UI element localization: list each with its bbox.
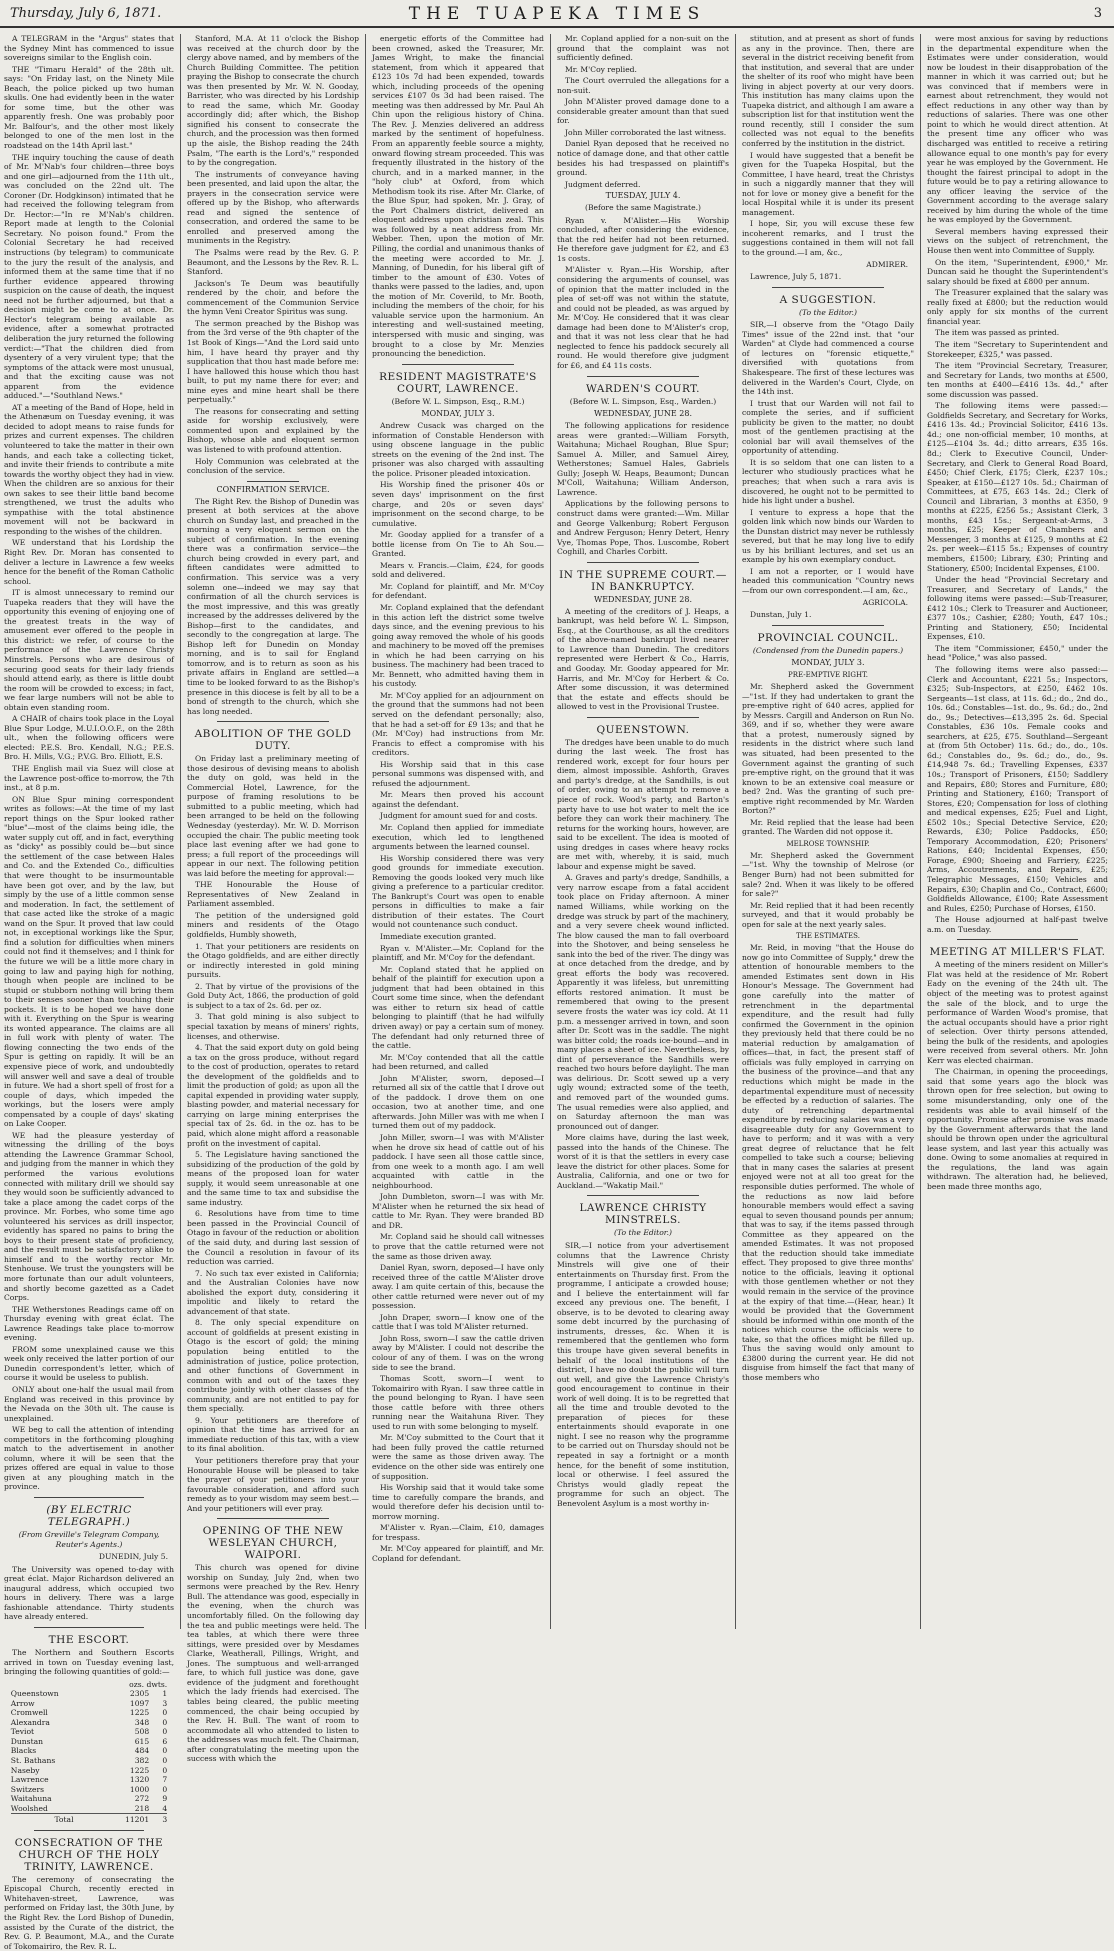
escort-ozs: 1320 — [129, 1775, 150, 1785]
issue-date: Thursday, July 6, 1871. — [10, 6, 162, 21]
table-row — [11, 1756, 167, 1766]
table-row — [11, 1737, 167, 1747]
table-row — [11, 1804, 167, 1814]
paragraph: A. Graves and party's dredge, Sandhills, a very narrow escape from a fatal accident took place on Friday afternoon. A miner named Williams, while working on the dredge was struck by part of the machinery, and a very severe cheek wound inflicted. The blow caused the man to fall overboard into the Shotover, and being senseless he sank into the bed of the river. The dingy was at once detached from the dredge, and by great efforts the body was recovered. Apparently it was lifeless, but unremitting efforts restored animation. It must be remembered that owing to the present severe frosts the water was icy cold. At 11 p.m. a messenger arrived in town, and soon after Dr. Scott was in the saddle. The night was bitter cold; the roads ice-bound—and in many places a sheet of ice. Nevertheless, by dint of perseverance the Sandhills were reached two hours before daylight. The man was delirious. Dr. Scott sewed up a very ugly wound; extracted some of the teeth, and removed part of the wounded gums. The usual remedies were also applied, and on Saturday afternoon the man was pronounced out of danger. — [557, 873, 729, 1131]
paragraph: M'Alister v. Ryan.—His Worship, after considering the arguments of counsel, was of opinion that the matter included in the plea of set-off was not within the statute, and could not be pleaded, as was argued by Mr. M'Coy. He considered that it was clear damage had been done to M'Alister's crop, and that it was not less clear that he had neglected to fence his paddock securely all round. He would therefore give judgment for £6, and £4 11s costs. — [557, 265, 729, 370]
escort-ozs: 615 — [134, 1736, 150, 1746]
court-date: WEDNESDAY, JUNE 28. — [593, 594, 693, 604]
column-divider — [180, 34, 181, 1629]
section-subheading: (Condensed from the Dunedin papers.) — [752, 645, 904, 655]
paragraph: 1. That your petitioners are residents on the Otago goldfields, and are either directly or indirectly interested in gold mining pursuits. — [187, 941, 359, 980]
paragraph: Daniel Ryan deposed that he received no notice of damage done, and that other cattle besides his had trespassed on plaintiff's ground. — [557, 139, 729, 178]
paragraph: Mr. Reid replied that it had been recently surveyed, and that it would probably be open for sale at the next yearly sales. — [742, 900, 914, 929]
paragraph: energetic efforts of the Committee had been crowned, asked the Treasurer, Mr. James Wright, to make the financial statement, from which it appeared that £123 10s 7d had been expended, towards which, including proceeds of the opening services £107 0s 3d had been raised. The meeting was then addressed by Mr. Paul Ah Chin upon the religious history of China. The Rev. J. Menzies delivered an address marked by the sentiment of hopefulness. From an apparently feeble source a mighty, onward flowing stream proceeded. This was frequently illustrated in the history of the church, and in a marked manner, in the "holy club" at Oxford, from which Methodism took its rise. After Mr. Clarke, of the Blue Spur, had spoken, Mr. J. Gray, of the Port Chalmers district, delivered an eloquent address upon christian zeal. This was followed by a neat address from Mr. Webber. Then, upon the motion of Mr. Pilling, the cordial and unanimous thanks of the meeting were accorded to Mr. J. Manning, of Dunedin, for his liberal gift of timber to the amount of £30. Votes of thanks were passed to the ladies, and, upon the motion of Mr. Coverild, to Mr. Booth, including the members of the choir, for his valuable service upon the harmonium. An interesting and well-sustained meeting, interspersed with music and singing, was brought to a close by Mr. Menzies pronouncing the benediction. — [372, 34, 544, 359]
paragraph: THE Wetherstones Readings came off on Thursday evening with great éclat. The Lawrence Readings take place to-morrow evening. — [4, 1304, 174, 1343]
paragraph: A TELEGRAM in the "Argus" states that the Sydney Mint has commenced to issue sovereigns similar to the English coin. — [4, 34, 174, 63]
paragraph: The ceremony of consecrating the Episcopal Church, recently erected in Whitehaven-street, Lawrence, was performed on Friday last, the 30th June, by the Right Rev. the Lord Bishop of Dunedin, assisted by the Curate of the district, the Rev. G. P. Beaumont, M.A., and the Curate of Tokomairiro, the Rev. R. L. — [4, 1874, 174, 1951]
topic-heading: PRE-EMPTIVE RIGHT. — [788, 671, 868, 680]
paragraph: Mr. M'Coy applied for an adjournment on the ground that the summons had not been served on the defendant personally; also, that he had a set-off for £9 13s; and that he (Mr. M'Coy) had instructions from Mr. Francis to effect a compromise with his creditors. — [372, 690, 544, 758]
paragraph: THE inquiry touching the cause of death of Mr. M'Nab's four children—three boys and one girl—adjourned from the 11th ult., was concluded on the 22nd ult. The Coroner (Dr. Hodgkinson) intimated that he had received the following telegram from Dr. Hector:—"In re M'Nab's children. Report made at length to the Colonial Secretary. No poison found." From the Colonial Secretary he had received instructions (by telegram) to communicate to the jury the result of the analysis, and informed them at the same time that if no further evidence appeared throwing suspicion on the cause of death, the inquest need not be further adjourned, but that a decision might be come to at once. Dr. Hector's telegram being available as evidence, after a somewhat protracted deliberation the jury returned the following verdict:—"That the children died from dysentery of a very virulent type; that the symptoms of the attack were most unusual, and that the exciting cause was not apparent from the evidence adduced."—"Southland News." — [4, 152, 174, 401]
dateline: Dunstan, July 1. — [750, 610, 812, 620]
escort-dwts: 9 — [162, 1794, 168, 1804]
escort-place: St. Bathans — [10, 1755, 56, 1765]
paragraph: Mr. Shepherd asked the Government—"1st. Why the township of Melrose (or Benger Burn) had not been submitted for sale? 2nd. When it was likely to be offered for sale?" — [742, 850, 914, 899]
column-units: ozs. dwts. — [129, 1679, 168, 1689]
paragraph: M'Alister v. Ryan.—Claim, £10, damages for trespass. — [372, 1523, 544, 1542]
paragraph: The sermon preached by the Bishop was from the 3rd verse of the 9th chapter of the 1st Book of Kings—"And the Lord said unto him, I have heard thy prayer and thy supplication that thou hast made before me: I have hallowed this house which thou hast built, to put my name there for ever; and mine eyes and mine heart shall be there perpetually." — [187, 318, 359, 405]
paragraph: Judgment deferred. — [565, 179, 641, 189]
paragraph: Mr. M'Coy replied. — [565, 64, 637, 74]
escort-place: Teviot — [10, 1727, 35, 1737]
escort-place: Cromwell — [10, 1708, 48, 1718]
paragraph: The Psalms were read by the Rev. G. P. Beaumont, and the Lessons by the Rev. R. L. Stanford. — [187, 248, 359, 277]
paragraph: were most anxious for saving by reductions in the departmental expenditure when the Estimates were under consideration, would now be loudest in their disapprobation of the manner in which it was carried out; but he was convinced that if members were in earnest about retrenchment, they would not effect reductions in any other way than by reductions of salaries. There was one other point to which he would direct attention. At the present time any officer who was discharged was entitled to receive a retiring allowance equal to one month's pay for every year he was employed by the Government. He thought the fairest principal to adopt in the future would be to pay a retiring allowance to any officer leaving the service of the Government according to the average salary received by him during the whole of the time he was employed by the Government. — [927, 34, 1108, 225]
paragraph: WE beg to call the attention of intending competitors in the forthcoming ploughing match to the advertisement in another column, where it will be seen that the prizes offered are equal in value to those given at any ploughing match in the province. — [4, 1425, 174, 1492]
page-number: 3 — [1093, 6, 1102, 21]
section-subheading: CONFIRMATION SERVICE. — [216, 484, 330, 494]
table-total-row — [11, 1814, 167, 1825]
paragraph: A meeting of the creditors of J. Heaps, a bankrupt, was held before W. L. Simpson, Esq., at the Courthouse, as all the creditors of the above-named bankrupt lived nearer to Lawrence than Dunedin. The creditors represented were Herbert & Co., Harris, and Gooday. Mr. Gooday appeared for Mr. Harris, and Mr. M'Coy for Herbert & Co. After some discussion, it was determined that the estate and effects should be allowed to vest in the Provisional Trustee. — [557, 606, 729, 712]
paragraph: John Draper, sworn—I know one of the cattle that I was told M'Alister returned. — [372, 1312, 544, 1332]
newspaper-title: THE TUAPEKA TIMES — [408, 4, 706, 24]
paragraph: THE Honourable the House of Representatives of New Zealand in Parliament assembled. — [187, 880, 359, 909]
paragraph: More claims have, during the last week, passed into the hands of the Chinese. The worst of it is that the settlers in every case leave the district for other places. Some for Australia, California, and one or two for Auckland.—"Wakatip Mail." — [557, 1133, 729, 1190]
escort-place: Queenstown — [10, 1689, 59, 1699]
paragraph: SIR,—I notice from your advertisement columns that the Lawrence Christy Minstrels will give one of their entertainments on Thursday first. From the programme, I anticipate a crowded house; and I believe the entertainment will far exceed any previous one. The benefit, I observe, is to be devoted to clearing away some debt incurred by the purchasing of instruments, dresses, &c. When it is remembered that the gentlemen who form this troupe have given several benefits in behalf of the local institutions of the district, I have no doubt the public will turn out well, and give the Lawrence Christy's good encouragement to continue in their work of well doing. It is to be regretted that all the time and trouble devoted to the preparation of pieces for these entertainments should evaporate in one night. I see no reason why the programme to be carried out on Thursday should not be repeated in say a fortnight or a month hence, for the benefit of some institution, local or otherwise. I feel assured the Christys would gladly repeat the programme for such an object. The Benevolent Asylum is a most worthy in- — [557, 1240, 729, 1508]
paragraph: I would have suggested that a benefit be given for the Tuapeka Hospital, but the Committee, I have heard, treat the Christys in such a niggardly manner that they will not for love or money give a benefit for the local Hospital while it is under its present management. — [742, 150, 914, 217]
section-rule — [34, 1830, 144, 1831]
section-rule — [402, 364, 514, 365]
escort-place: Arrow — [10, 1698, 35, 1708]
paragraph: Several members having expressed their views on the subject of retrenchment, the House then went into Committee of Supply. — [927, 226, 1108, 256]
section-heading: CONSECRATION OF THE CHURCH OF THE HOLY TRINITY, LAWRENCE. — [14, 1836, 164, 1873]
session-date: MONDAY, JULY 3. — [791, 658, 865, 668]
paragraph: John Ross, sworn—I saw the cattle driven away by M'Alister. I could not describe the colour of any of them. I was on the wrong side to see the brand. — [372, 1333, 544, 1372]
paragraph: John Miller corroborated the last witness. — [565, 127, 727, 137]
section-heading: PROVINCIAL COUNCIL. — [757, 631, 899, 644]
section-rule — [247, 481, 299, 482]
dateline: Lawrence, July 5, 1871. — [750, 272, 842, 282]
table-header — [11, 1680, 167, 1690]
section-heading: LAWRENCE CHRISTY MINSTRELS. — [579, 1202, 707, 1227]
total-ozs: 11201 — [117, 1814, 149, 1825]
escort-dwts: 0 — [162, 1746, 168, 1756]
escort-ozs: 218 — [134, 1803, 150, 1813]
escort-dwts: 4 — [162, 1803, 168, 1813]
column-2 — [187, 34, 359, 1764]
paragraph: Andrew Cusack was charged on the information of Constable Henderson with using obscene language in the public streets on the evening of the 2nd inst. The prisoner was also charged with assaulting the police. Prisoner pleaded intoxication. — [372, 421, 544, 478]
escort-dwts: 3 — [162, 1698, 168, 1708]
paragraph: The House adjourned at half-past twelve a.m. on Tuesday. — [927, 915, 1108, 934]
section-heading: WARDEN'S COURT. — [586, 382, 700, 395]
paragraph: 7. No such tax ever existed in California; and the Australian Colonies have now abolished the export duty, considering it impolitic and likely to retard the advancement of that state. — [187, 1268, 359, 1316]
paragraph: The following items were also passed:—Clerk and Accountant, £221 5s.; Inspectors, £325; Sub-Inspectors, at £250, £462 10s. Sergeants—1st class, at 11s. 6d.; do., 2nd do., 10s. 6d.; Constables—1st. do., 9s. 6d.; do., 2nd do., 9s.; Detectives—£13,395 2s. 6d. Special Constables, £36 10s. Female cooks and searchers, at £25, £75. Southland—Sergeant at (from 5th October) 11s. 6d.; do., do., 10s. 6d.; Constables do., 9s. 6d.; do., do., 9s. £14,948 7s. 6d.; Travelling Expenses, £337 10s.; Transport of Prisoners, £150; Saddlery and Repairs, £80; Stores and Furniture, £80; Printing and Stationery, £160; Transport of Stores, £20; Compensation for loss of clothing and medical expenses, £25; Fuel and Light, £502 10s.; Special Detective Service, £20; Rewards, £30; Police Paddocks, £50; Temporary Accommodation, £20; Prisoners' Rations, £40; Incidental Expenses, £50; Forage, £900; Shoeing and Farriery, £225; Arms, Accoutrements, and Repairs, £25; Telegraphic Messages, £150; Vehicles and Repairs, £30; Chaplin and Co., Contract, £600; Goldfields Allowance, £100; Rate Assessment and Rules, £250; Purchase of Horses, £150. — [927, 665, 1108, 913]
column-divider — [550, 34, 551, 1629]
paragraph: A CHAIR of chairs took place in the Loyal Blue Spur Lodge, M.U.I.O.O.F., on the 28th ult., when the following officers were elected: P.E.S. Bro. Kendall, N.G.; P.E.S. Bro. H. Mills, V.G.; P.V.G. Bro. Elliott, E.S. — [4, 714, 174, 762]
paragraph: The dredges have been unable to do much during the last week. The frost has rendered work, except for four hours per diem, almost impossible. Ashforth, Graves and party's dredge, at the Sandhills, is out of order, owing to an attempt to remove a piece of rock. Wood's party, and Barton's party have to use hot water to melt the ice before they can work their machinery. The returns for the working hours, however, are said to be excellent. The idea is mooted of using dredges in cases where heavy rocks are met with, whereby, it is said, much labour and expense might be saved. — [557, 737, 729, 871]
paragraph: His Worship fined the prisoner 40s or seven days' imprisonment on the first charge, and 20s or seven days' imprisonment on the second charge, to be cumulative. — [372, 480, 544, 528]
paragraph: On Friday last a preliminary meeting of those desirous of devising means to abolish the duty on gold, was held in the Commercial Hotel, Lawrence, for the purpose of framing resolutions to be submitted to a public meeting, which had been arranged to be held on the following Wednesday (yesterday). Mr. W. D. Morrison occupied the chair. The public meeting took place last evening after we had gone to press; a full report of the proceedings will appear in our next. The following petition was laid before the meeting for approval:— — [187, 754, 359, 878]
paragraph: On the item, "Superintendent, £900," Mr. Duncan said he thought the Superintendent's salary should be fixed at £800 per annum. — [927, 257, 1108, 286]
escort-ozs: 348 — [134, 1717, 150, 1727]
table-row — [11, 1746, 167, 1756]
paragraph: Mr. Reid replied that the lease had been granted. The Warden did not oppose it. — [742, 817, 914, 837]
paragraph: 5. The Legislature having sanctioned the subsidizing of the production of the gold by means of the proposed loan for water supply, it would seem unreasonable at one and the same time to tax and subsidise the same industry. — [187, 1150, 359, 1207]
table-row — [11, 1699, 167, 1709]
paragraph: His Worship considered there was very good grounds for immediate execution. Removing the goods looked very much like giving a preference to a particular creditor. The Bankrupt's Court was open to enable persons in difficulties to make a fair distribution of their estates. The Court would not countenance such conduct. — [372, 853, 544, 930]
paragraph: Under the head "Provincial Secretary and Treasurer, and Secretary of Lands," the following items were passed:—Sub-Treasurer, £412 10s.; Clerk to Treasurer and Auctioneer, £377 10s.; Cashier, £280; Youth, £47 10s.; Printing and Stationery, £50; Incidental Expenses, £10. — [927, 575, 1108, 642]
section-heading: (BY ELECTRIC TELEGRAPH.) — [46, 1504, 132, 1529]
paragraph: Daniel Ryan, sworn, deposed—I have only received three of the cattle M'Alister drove away. I am quite certain of this, because the other cattle returned were never out of my possession. — [372, 1263, 544, 1311]
paragraph: 9. Your petitioners are therefore of opinion that the time has arrived for an immediate reduction of this tax, with a view to its final abolition. — [187, 1415, 359, 1454]
paragraph: I trust that our Warden will not fail to complete the series, and if sufficient publicity be given to the matter, no doubt most of the gentlemen practising at the colonial bar will avail themselves of the opportunity of attending. — [742, 398, 914, 456]
table-row — [11, 1785, 167, 1795]
paragraph: Holy Communion was celebrated at the conclusion of the service. — [187, 456, 359, 476]
paragraph: Stanford, M.A. At 11 o'clock the Bishop was received at the church door by the clergy above named, and by members of the Church Building Committee. The petition praying the Bishop to consecrate the church was then presented by Mr. W. N. Gooday, Barrister, who was directed by his Lordship to read the same, which Mr. Gooday accordingly did; after which, the Bishop signified his consent to consecrate the church, and the procession was then formed up the aisle, the Bishop reading the 24th Psalm, "The earth is the Lord's," responded to by the congregation. — [187, 34, 359, 168]
paragraph: WE had the pleasure yesterday of witnessing the drilling of the boys attending the Lawrence Grammar School, and judging from the manner in which they performed the various evolutions connected with military drill we should say they would soon be sufficiently advanced to take a place among the cadet corps of the province. Mr. Forbes, who some time ago volunteered his services as drill inspector, evidently has spared no pains to bring the boys to their present state of proficiency, and the result must be satisfactory alike to himself and to the worthy rector Mr. Stenhouse. We trust the youngsters will be more fortunate than our adult volunteers, and shortly become gazetted as a Cadet Corps. — [4, 1130, 174, 1303]
court-date: WEDNESDAY, JUNE 28. — [593, 409, 693, 419]
paragraph: Mr. Copland for plaintiff, and Mr. M'Coy for defendant. — [372, 581, 544, 601]
escort-place: Blacks — [10, 1746, 37, 1756]
escort-dwts: 7 — [162, 1775, 168, 1785]
paragraph: The instruments of conveyance having been presented, and laid upon the altar, the prayers in the consecration service were offered up by the Bishop, who afterwards read and signed the sentence of consecration, and ordered the same to be enrolled and preserved among the muniments in the Registry. — [187, 169, 359, 246]
paragraph: 6. Resolutions have from time to time been passed in the Provincial Council of Otago in favour of the reduction or abolition of the said duty, and during last session of the Council a resolution in favour of its reduction was carried. — [187, 1209, 359, 1267]
paragraph: The petition of the undersigned gold miners and residents of the Otago goldfields, Humbly showeth, — [187, 910, 359, 940]
section-rule — [957, 939, 1078, 940]
escort-dwts: 0 — [162, 1755, 168, 1765]
paragraph: Mr. Copland then applied for immediate execution, which led to lengthened arguments between the learned counsel. — [372, 823, 544, 852]
paragraph: The Chairman, in opening the proceedings, said that some years ago the block was thrown open for free selection, but owing to some misunderstanding, only one of the residents was able to avail himself of the opportunity. Promise after promise was made by the Government afterwards that the land should be thrown open under the agricultural lease system, and last year this actually was done. Owing to some anomalies at required in the regulations, the land was again withdrawn. The alteration had, he believed, been made three months ago, — [927, 1067, 1108, 1191]
section-heading: A SUGGESTION. — [779, 293, 877, 306]
section-subheading: (To the Editor.) — [614, 1228, 672, 1238]
paragraph: The Northern and Southern Escorts arrived in town on Tuesday evening last, bringing the following quantities of gold:— — [4, 1647, 174, 1677]
paragraph: It is so seldom that one can listen to a lecturer who studiously practices what he preaches; that when such a rara avis is discovered, he ought not to be permitted to hide his light under a bushel. — [742, 457, 914, 506]
table-row — [11, 1727, 167, 1737]
paragraph: This church was opened for divine worship on Sunday, July 2nd, when two sermons were preached by the Rev. Henry Bull. The attendance was good, especially in the evening, when the church was uncomfortably filled. On the following day the tea and public meetings were held. The tea tables, at which there were three sittings, were presided over by Mesdames Clarke, Weatherall, Pillings, Wright, and Jones. The sumptuous and well-arranged fare, to which full justice was done, gave evidence of the judgment and forethought which the lady friends had exercised. The tables being cleared, the public meeting commenced, the chair being occupied by the Rev. H. Bull. The want of room to accommodate all who attended to listen to the addresses was much felt. The Chairman, after congratulating the meeting upon the success with which the — [187, 1563, 359, 1764]
signature: AGRICOLA. — [862, 597, 908, 607]
escort-ozs: 1225 — [129, 1765, 150, 1775]
dateline: DUNEDIN, July 5. — [98, 1552, 168, 1562]
court-date: MONDAY, JULY 3. — [421, 409, 495, 419]
paragraph: AT a meeting of the Band of Hope, held in the Athenæum on Tuesday evening, it was decided to adopt means to raise funds for prizes and current expenses. The children volunteered to take the matter in their own hands, and each take a collecting ticket, and invite their friends to contribute a mite towards the worthy object they had in view. When the children are so anxious for their own sakes to see their little band become strengthened, we trust the adults who sympathise with the total abstinence movement will not be backward in responding to the wishes of the children. — [4, 402, 174, 536]
court-date: TUESDAY, JULY 4. — [605, 191, 681, 201]
escort-dwts: 0 — [162, 1708, 168, 1718]
paragraph: ON Blue Spur mining correspondent writes as follows:—At the time of my last report things on the Spur looked rather "blue"—most of the claims being idle, the water supply cut off, and in fact, everything as "dicky" as possibly could be—but since the settlement of the case between Hales and Co. and the Extended Co., difficulties that were thought to be insurmountable have been got over, and by the law, but simply by the use of a little common sense and moderation. In fact, the settlement of that case acted like the stroke of a magic wand on the Spur. It proved that law could not, in exceptional workings like the Spur, find a solution for difficulties when miners could not find it themselves; and I think for the future we will be a little more chary in going to law and paying high for nothing, though when people are inclined to be stupid or stubborn nothing will bring them to their senses sooner than touching their pockets. It is to be hoped we have done with it. Everything on the Spur is wearing its wonted appearance. The claims are all in full work with plenty of water. The flowing connecting the two ends of the Spur is getting on rapidly. It will be an expensive piece of work, and undoubtedly will answer well and save a deal of trouble in future. We had a short spell of frost for a couple of days, which impeded the workings, but the losers were amply compensated by a couple of days' skating on Lake Cooper. — [4, 794, 174, 1129]
section-heading: ABOLITION OF THE GOLD DUTY. — [194, 728, 352, 753]
section-rule — [587, 562, 699, 563]
paragraph: Judgment for amount sued for and costs. — [380, 811, 538, 821]
escort-ozs: 1097 — [129, 1698, 150, 1708]
section-heading: THE ESCORT. — [48, 1633, 130, 1646]
section-heading: MEETING AT MILLER'S FLAT. — [929, 946, 1106, 959]
paragraph: Mr. Copland stated that he applied on behalf of the plaintiff for execution upon a judgment that had been obtained in this Court some time since, when the defendant was either to return six head of cattle belonging to plaintiff (that he had wilfully driven away) or pay a certain sum of money. The defendant had only returned three of the cattle. — [372, 964, 544, 1051]
escort-dwts: 0 — [162, 1727, 168, 1737]
paragraph: SIR,—I observe from the "Otago Daily Times" issue of the 22nd inst. that "our Warden" at Clyde had commenced a course of lectures on "forensic etiquette," diversified with quotations from Shakespeare. The first of these lectures was delivered in the Warden's Court, Clyde, on the 14th inst. — [742, 320, 914, 397]
column-divider — [920, 34, 921, 1629]
column-4 — [557, 34, 729, 1629]
escort-dwts: 0 — [162, 1784, 168, 1794]
masthead — [0, 0, 1114, 28]
section-rule — [587, 717, 699, 718]
section-rule — [587, 376, 699, 377]
paragraph: 4. That the said export duty on gold being a tax on the gross produce, without regard to the cost of production, operates to retard the development of the goldfields and to limit the production of gold; as upon all the capital expended in providing water supply, blasting powder, and material necessary for carrying on large mining enterprises the special tax of 2s. 6d. in the oz. has to be paid, which alone might afford a reasonable profit on the investment of capital. — [187, 1043, 359, 1148]
escort-ozs: 508 — [134, 1727, 150, 1737]
paragraph: John Dumbleton, sworn—I was with Mr. M'Alister when he returned the six head of cattle to Mr. Ryan. They were branded BD and DR. — [372, 1192, 544, 1230]
escort-place: Waitahuna — [10, 1794, 52, 1804]
column-3 — [372, 34, 544, 1629]
paragraph: Immediate execution granted. — [380, 932, 497, 942]
table-row — [11, 1766, 167, 1776]
paragraph: 8. The only special expenditure on account of goldfields at present existing in Otago is the escort of gold; the mining population being entitled to the administration of justice, police protection, and other functions of Government in common with and out of the taxes they contribute jointly with other classes of the community, and are not entitled to pay for them specially. — [187, 1318, 359, 1414]
paragraph: John M'Alister, sworn, deposed—I returned all six of the cattle that I drove out of the paddock. I drove them on one occasion, two at another time, and one afterwards. John Miller was with me when I turned them out of my paddock. — [372, 1073, 544, 1131]
paragraph: Mears v. Francis.—Claim, £24, for goods sold and delivered. — [372, 560, 544, 580]
section-heading: OPENING OF THE NEW WESLEYAN CHURCH, WAIPORI. — [202, 1525, 344, 1562]
section-rule — [772, 287, 884, 288]
paragraph: Jackson's Te Deum was beautifully rendered by the choir, and before the commencement of the Communion Service the hymn Veni Creator Spiritus was sung. — [187, 278, 359, 317]
paragraph: The item "Provincial Secretary, Treasurer, and Secretary for Lands, two months at £500, ten months at £400—£416 13s. 4d.," after some discussion was passed. — [927, 361, 1108, 399]
escort-dwts: 0 — [162, 1717, 168, 1727]
paragraph: Mr. Gooday applied for a transfer of a bottle license from On Tie to Ah Sou.—Granted. — [372, 530, 544, 559]
paragraph: The Court overruled the allegations for a non-suit. — [557, 76, 729, 95]
paragraph: Ryan v. M'Alister.—Mr. Copland for the plaintiff, and Mr. M'Coy for the defendant. — [372, 943, 544, 963]
paragraph: The University was opened to-day with great éclat. Major Richardson delivered an inaugural address, which occupied two hours in delivery. There was a large fashionable attendance. Thirty students have already entered. — [4, 1564, 174, 1622]
paragraph: Mr. M'Coy contended that all the cattle had been returned, and called — [372, 1052, 544, 1072]
paragraph: stitution, and at present as short of funds as any in the province. Then, there are several in the district receiving benefit from that institution, and several that are under the shelter of its roof who might have been living in abject poverty at our very doors. This institution has many claims upon the Tuapeka district, and although I am aware a subscription list for that institution went the round recently, still I consider the sum collected was not equal to the benefits conferred by the institution in the district. — [742, 34, 914, 149]
column-divider — [365, 34, 366, 1629]
section-rule — [34, 1497, 144, 1498]
section-heading: IN THE SUPREME COURT.—IN BANKRUPTCY. — [559, 568, 727, 593]
table-row — [11, 1775, 167, 1785]
signature: ADMIRER. — [866, 259, 908, 269]
escort-dwts: 0 — [162, 1765, 168, 1775]
column-1 — [4, 34, 174, 1951]
table-row — [11, 1708, 167, 1718]
escort-dwts: 1 — [162, 1689, 168, 1699]
paragraph: Mr. M'Coy submitted to the Court that it had been fully proved the cattle returned were the same as those driven away. The evidence on the other side was entirely one of supposition. — [372, 1433, 544, 1481]
paragraph: ONLY about one-half the usual mail from England was received in this province by the Nevada on the 30th ult. The cause is unexplained. — [4, 1385, 174, 1423]
paragraph: The Right Rev. the Bishop of Dunedin was present at both services at the above church on Sunday last, and preached in the morning a very eloquent sermon on the subject of confirmation. In the evening there was a confirmation service—the church being crowded in every part, and fifteen candidates were admitted to confirmation. This service was a very solemn one—indeed we may say that confirmation of all the church services is the most impressive, and this was greatly increased by the addresses delivered by the Bishop—first to the candidates, and secondly to the congregation at large. The Bishop left for Dunedin on Monday morning, and is to sail for England tomorrow, and is to return as soon as his private affairs in England are settled—a time to be looked forward to as the Bishop's presence in this diocese is felt by all to be a bond of strength to the church, which she has long needed. — [187, 496, 359, 716]
paragraph: I am not a reporter, or I would have headed this communication "Country news—from our own correspondent.—I am, &c., — [742, 566, 914, 595]
paragraph: Applications by the following persons to construct dams were granted:—Wm. Millar and George Valkenburg; Robert Ferguson and Andrew Ferguson; Henry Detert, Henry Vye, Thomas Pope, Thos. Luscombe, Robert Coghill, and Charles Corbitt. — [557, 499, 729, 557]
section-subheading: (Before W. L. Simpson, Esq., Warden.) — [569, 396, 717, 406]
section-rule — [587, 1195, 699, 1196]
paragraph: The item "Commissioner, £450," under the head "Police," was also passed. — [927, 643, 1108, 663]
column-5 — [742, 34, 914, 1629]
paragraph: A meeting of the miners resident on Miller's Flat was held at the residence of Mr. Robert Eady on the evening of the 24th ult. The object of the meeting was to protest against the sale of the block, and to urge the performance of Warden Wood's promise, that the actual occupants should have a prior right of selection. Over thirty persons attended, being the bulk of the residents, and apologies were received from several others. Mr. John Kerr was elected chairman. — [927, 960, 1108, 1065]
escort-ozs: 382 — [134, 1755, 150, 1765]
paragraph: The following items were passed:—Goldfields Secretary, and Secretary for Works, £416 13s. 4d.; Provincial Solicitor, £416 13s. 4d.; one non-official member, 10 months, at £125—£104 3s. 4d.; ditto arrears, £35 16s. 8d.; Clerk to Executive Council, Under-Secretary, and Clerk to General Road Board, £450; Chief Clerk, £175; Clerk, £237 10s.; Speaker, at £150—£127 10s. 5d.; Chairman of Committees, at £75, £63 14s. 2d.; Clerk of Council and Librarian, 3 months at £350, 9 months at £225, £256 5s.; Assistant Clerk, 3 months, £43 15s.; Sergeant-at-Arms, 3 months, £25; Keeper of Chambers and Messenger, 3 months at £125, 9 months at £2 2s. per week—£115 5s.; Expenses of country members, £1500; Library, £30; Printing and Stationery, £500; Incidental Expenses, £100. — [927, 401, 1108, 573]
table-row — [11, 1689, 167, 1699]
paragraph: Mr. Copland applied for a non-suit on the ground that the complaint was not sufficiently defined. — [557, 34, 729, 63]
escort-dwts: 6 — [162, 1736, 168, 1746]
paragraph: Your petitioners therefore pray that your Honourable House will be pleased to take the prayer of your petitioners into your favourable consideration, and afford such remedy as to your wisdom may seem best.—And your petitioners will ever pray. — [187, 1456, 359, 1513]
paragraph: Thomas Scott, sworn—I went to Tokomairiro with Ryan. I saw three cattle in the pound belonging to Ryan. I have seen those cattle before with three others running near the Waitahuna River. They used to run with some belonging to myself. — [372, 1374, 544, 1431]
paragraph: Mr. Copland explained that the defendant in this action left the district some twelve days since, and the evening previous to his going away removed the whole of his goods and machinery to be moved off the premises in which he had been carrying on his business. The machinery had been traced to Mr. Bennett, who admitted having them in his custody. — [372, 602, 544, 689]
paragraph: Mr. Reid, in moving "that the House do now go into Committee of Supply," drew the attention of honourable members to the amended Estimates sent down in His Honour's Message. The Government had gone carefully into the matter of retrenchment in the departmental expenditure, and the result had fully confirmed the Government in the opinion they previously held that there could be no material reduction by amalgamation of offices—that, in fact, the present staff of officials was fully employed in carrying on the business of the province—and that any reductions which might be made in the departmental expenditure must of necessity be effected by a reduction of salaries. The duty of retrenching departmental expenditure by reducing salaries was a very disagreeable duty for any Government to have to perform; and it was with a very great degree of reluctance that he felt compelled to take such a course; believing that in many cases the salaries at present enjoyed were not at all too great for the responsible duties performed. The whole of the reductions as now laid before honourable members would effect a saving equal to seven thousand pounds per annum; that was to say, if the items passed through Committee as they appeared on the amended Estimates. It was not proposed that the reduction should take immediate effect. They proposed to give three months' notice to the officials, leaving it optional with those gentlemen whether or not they would remain in the service of the province at the expiry of that time.—(Hear, hear.) It would be provided that the Government should be informed within one month of the notices which course the officials were to take, so that the offices might be filled up. Thus the saving would only amount to £3800 during the current year. He did not disguise from himself the fact that many of those members who — [742, 943, 914, 1382]
paragraph: FROM some unexplained cause we this week only received the latter portion of our Dunedin correspondent's letter, which of course it would be useless to publish. — [4, 1344, 174, 1383]
section-subheading: (To the Editor.) — [799, 307, 857, 317]
paragraph: The Treasurer explained that the salary was really fixed at £800; but the reduction would only apply for six months of the current financial year. — [927, 288, 1108, 326]
paragraph: His Worship said that it would take some time to carefully compare the brands, and would therefore defer his decision until to-morrow morning. — [372, 1483, 544, 1521]
escort-ozs: 1000 — [129, 1784, 150, 1794]
paragraph: 3. That gold mining is also subject to special taxation by means of miners' rights, licenses, and otherwise. — [187, 1012, 359, 1041]
paragraph: Mr. Shepherd asked the Government—"1st. If they had undertaken to grant the pre-emptive right of 640 acres, applied for by Messrs. Cargill and Anderson on Run No. 369, and if so, whether they were aware that a protest, numerously signed by residents in the district where such land was situated, had been presented to the Government against the granting of such pre-emptive right, on the ground that it was known to be an extensive coal measure or bed? 2nd. Was the granting of such pre-emptive right recommended by Mr. Warden Borton?" — [742, 682, 914, 816]
topic-heading: THE ESTIMATES. — [796, 932, 860, 941]
section-heading: QUEENSTOWN. — [596, 723, 690, 736]
section-rule — [772, 625, 884, 626]
paragraph: Mr. Copland said he should call witnesses to prove that the cattle returned were not the same as those driven away. — [372, 1232, 544, 1261]
escort-place: Switzers — [10, 1784, 45, 1794]
escort-place: Dunstan — [10, 1736, 44, 1746]
section-heading: RESIDENT MAGISTRATE'S COURT, LAWRENCE. — [379, 370, 537, 395]
paragraph: John Miller, sworn—I was with M'Alister when he drove six head of cattle out of his paddock. I have seen all those cattle since, from one week to a month ago. I am well acquainted with cattle in the neighbourhood. — [372, 1132, 544, 1190]
table-row — [11, 1794, 167, 1804]
escort-place: Lawrence — [10, 1775, 49, 1785]
paragraph: Ryan v. M'Alister.—His Worship concluded, after considering the evidence, that the red heifer had not been returned. He therefore gave judgment for £2, and £3 1s costs. — [557, 215, 729, 263]
paragraph: The reasons for consecrating and setting aside for worship exclusively, were commented upon and explained by the Bishop, whose able and eloquent sermon was listened to with profound attention. — [187, 406, 359, 454]
section-rule — [217, 1518, 329, 1519]
paragraph: WE understand that his Lordship the Right Rev. Dr. Moran has consented to deliver a lecture in Lawrence a few weeks hence for the benefit of the Roman Catholic school. — [4, 538, 174, 586]
escort-ozs: 1225 — [129, 1708, 150, 1718]
escort-gold-table — [11, 1680, 167, 1825]
paragraph: His Worship said that in this case personal summons was dispensed with, and refused the adjournment. — [372, 759, 544, 788]
paragraph: The item was passed as printed. — [935, 328, 1060, 338]
section-subheading: (Before W. L. Simpson, Esq., R.M.) — [391, 396, 525, 406]
escort-place: Alexandra — [10, 1717, 50, 1727]
column-divider — [735, 34, 736, 1629]
total-dwts: 3 — [149, 1814, 167, 1825]
topic-heading: MELROSE TOWNSHIP. — [786, 839, 870, 848]
paragraph: THE "Timaru Herald" of the 28th ult. says: "On Friday last, on the Ninety Mile Beach, the police picked up two human skulls. One had evidently been in the water for some time, but the other was apparently fresh. One was probably poor Mr. Balfour's, and the other most likely belonged to one of the men lost in the roadstead on the 14th April last." — [4, 64, 174, 151]
escort-ozs: 484 — [134, 1746, 150, 1756]
table-row — [11, 1718, 167, 1728]
paragraph: The item "Secretary to Superintendent and Storekeeper, £325," was passed. — [927, 339, 1108, 359]
paragraph: IT is almost unnecessary to remind our Tuapeka readers that they will have the opportunity this evening of enjoying one of the greatest treats in the way of amusement ever offered to the people in this district: we refer, of course to the performance of the Lawrence Christy Minstrels. Persons who are desirous of securing good seats for their lady friends should attend early, as there is little doubt the room will be crowded to excess; in fact, we fear large numbers will not be able to obtain even standing room. — [4, 588, 174, 712]
paragraph: THE English mail via Suez will close at the Lawrence post-office to-morrow, the 7th inst., at 8 p.m. — [4, 764, 174, 793]
column-6 — [927, 34, 1108, 1629]
section-subheading: (Before the same Magistrate.) — [585, 203, 701, 213]
paragraph: John M'Alister proved damage done to a considerable greater amount than that sued for. — [557, 97, 729, 126]
escort-place: Naseby — [10, 1765, 40, 1775]
total-label: Total — [11, 1814, 117, 1825]
section-rule — [34, 1627, 144, 1628]
paragraph: I hope, Sir, you will excuse these few incoherent remarks, and I trust the suggestions contained in them will not fall to the ground.—I am, &c., — [742, 219, 914, 258]
escort-ozs: 272 — [134, 1794, 150, 1804]
section-rule — [217, 721, 329, 722]
paragraph: I venture to express a hope that the golden link which now binds our Warden to the Dunstan district may never be ruthlessly severed, but that he may long live to edify us by his brilliant lectures, and set us an example by his own exemplary conduct. — [742, 507, 914, 565]
paragraph: 2. That by virtue of the provisions of the Gold Duty Act, 1866, the production of gold is subject to a tax of 2s. 6d. per oz. — [187, 981, 359, 1010]
escort-place: Woolshed — [10, 1803, 48, 1813]
section-subheading: (From Greville's Telegram Company, Reuter's Agents.) — [18, 1530, 160, 1549]
paragraph: Mr. Mears then proved his account against the defendant. — [372, 790, 544, 809]
paragraph: The following applications for residence areas were granted:—William Forsyth, Waitahuna; Michael Roughan, Blue Spur; Samuel A. Miller, and Samuel Airey, Wetherstones; Samuel Hales, Gabriels Gully; Joseph W. Heaps, Beaumont; Duncan M'Coll, Waitahuna; William Anderson, Lawrence. — [557, 421, 729, 497]
escort-ozs: 2305 — [129, 1689, 150, 1699]
paragraph: Mr. M'Coy appeared for plaintiff, and Mr. Copland for defendant. — [372, 1544, 544, 1563]
